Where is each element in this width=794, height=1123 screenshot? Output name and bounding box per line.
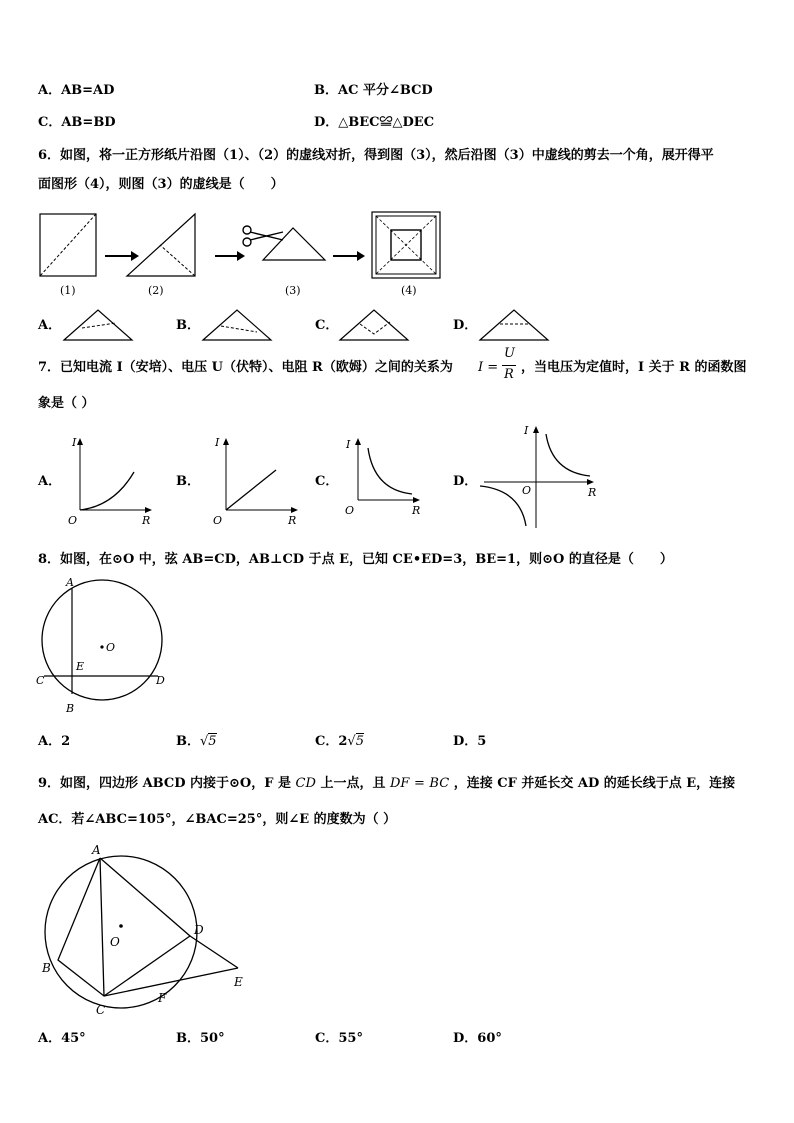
q7-graph-d-axis-i: I <box>524 424 529 437</box>
q9-label-d: D <box>194 923 204 937</box>
q9-stem-post: ，连接 CF 并延长交 AD 的延长线于点 E，连接 <box>453 776 736 791</box>
q5-option-a: A．AB=AD <box>38 83 115 98</box>
q7-graph-a-origin: O <box>68 514 78 527</box>
q7-graph-d <box>480 420 600 530</box>
q9-option-b: B．50° <box>176 1031 225 1046</box>
q8-label-d: D <box>156 674 165 687</box>
q9-circle-o <box>45 856 197 1008</box>
q6-fig1-label: (1) <box>60 284 76 297</box>
q9-arc-df: DF <box>390 776 410 791</box>
q6-fig3-label: (3) <box>285 284 301 297</box>
q9-stem-line1 <box>38 776 735 792</box>
q7-graph-d-axis-r: R <box>588 486 597 499</box>
q6-option-d: D． <box>453 318 478 333</box>
q7-formula-denominator: R <box>504 367 514 382</box>
q9-label-f: F <box>158 991 167 1005</box>
q8-option-c-radicand: 5 <box>355 734 364 749</box>
sqrt-icon: √ <box>200 734 209 749</box>
q6-fig4-label: (4) <box>401 284 417 297</box>
q5-option-d: D．△BEC≌△DEC <box>314 115 435 130</box>
q6-fig2-triangle <box>127 214 195 276</box>
q7-formula <box>478 346 518 386</box>
q7-graph-b-axis-r: R <box>288 514 297 527</box>
q7-formula-bar <box>502 365 516 366</box>
q8-option-d: D．5 <box>453 734 487 749</box>
q7-graph-b <box>210 434 310 529</box>
q7-option-d: D． <box>453 474 478 489</box>
q7-option-c: C． <box>315 474 339 489</box>
q7-stem-line1-post: ，当电压为定值时，I 关于 R 的函数图 <box>521 360 747 375</box>
q9-label-a: A <box>92 843 101 857</box>
q8-option-c-prefix: C．2 <box>315 734 348 749</box>
q9-label-o: O <box>110 935 120 949</box>
q9-equals: = <box>413 776 425 791</box>
q8-label-o: O <box>106 641 116 654</box>
q5-option-c: C．AB=BD <box>38 115 116 130</box>
q8-option-b <box>176 734 217 750</box>
q6-option-a: A． <box>38 318 62 333</box>
q9-label-b: B <box>42 961 51 975</box>
q7-graph-a-axis-r: R <box>142 514 151 527</box>
q6-option-d-figure <box>478 306 554 342</box>
q7-graph-b-axis-i: I <box>215 436 220 449</box>
scissors-icon <box>243 226 283 246</box>
q9-center-o <box>119 924 123 928</box>
q6-option-b-figure <box>201 306 277 342</box>
q7-option-a: A． <box>38 474 62 489</box>
q9-line-de <box>190 936 238 968</box>
q7-graph-c-axis-r: R <box>412 504 421 517</box>
q9-quad-abcd <box>58 858 190 996</box>
q9-circle-figure <box>36 840 266 1030</box>
q8-circle-o <box>42 580 162 700</box>
q6-option-c-figure <box>338 306 414 342</box>
q9-label-c: C <box>96 1003 106 1017</box>
q7-graph-c-origin: O <box>345 504 355 517</box>
q7-formula-numerator: U <box>504 346 515 361</box>
q7-graph-b-origin: O <box>213 514 223 527</box>
q9-line-ac <box>100 858 104 996</box>
q6-stem-line1: 6．如图，将一正方形纸片沿图（1）、（2）的虚线对折，得到图（3），然后沿图（3）中虚线的剪去一个角，展开得平 <box>38 148 714 163</box>
q8-label-c: C <box>36 674 45 687</box>
q8-stem: 8．如图，在⊙O 中，弦 AB=CD，AB⊥CD 于点 E，已知 CE•ED=3，BE=1，则⊙O 的直径是（ ） <box>38 552 673 567</box>
q7-formula-lhs: I = <box>478 360 499 375</box>
q9-option-d: D．60° <box>453 1031 502 1046</box>
q7-graph-a-axis-i: I <box>72 436 77 449</box>
q7-stem-line1-pre: 7．已知电流 I（安培）、电压 U（伏特）、电阻 R（欧姆）之间的关系为 <box>38 360 453 375</box>
q9-option-a: A．45° <box>38 1031 86 1046</box>
q9-label-e: E <box>234 975 243 989</box>
q9-stem-pre: 9．如图，四边形 ABCD 内接于⊙O，F 是 <box>38 776 292 791</box>
q8-center-o <box>100 645 103 648</box>
q6-option-c: C． <box>315 318 339 333</box>
q8-label-b: B <box>66 702 75 715</box>
q9-option-c: C．55° <box>315 1031 363 1046</box>
q6-option-b: B． <box>176 318 200 333</box>
q8-option-b-radicand: 5 <box>208 734 217 749</box>
q7-stem-line2: 象是（ ） <box>38 396 95 411</box>
q7-graph-a <box>64 434 164 529</box>
q7-graph-c <box>342 434 442 529</box>
q7-graph-c-axis-i: I <box>346 438 351 451</box>
q6-fig3-triangle <box>263 228 325 260</box>
sqrt-icon: √ <box>347 734 356 749</box>
q8-label-a: A <box>66 576 74 589</box>
q9-stem-line2: AC．若∠ABC=105°，∠BAC=25°，则∠E 的度数为（ ） <box>38 812 397 827</box>
q8-circle-figure <box>32 576 172 716</box>
q6-stem-line2: 面图形（4），则图（3）的虚线是（ ） <box>38 177 284 192</box>
q5-option-b: B．AC 平分∠BCD <box>314 83 433 98</box>
q6-option-a-figure <box>62 306 138 342</box>
q9-arc-cd: CD <box>295 776 316 791</box>
q7-option-b: B． <box>176 474 200 489</box>
q8-option-c <box>315 734 364 750</box>
q8-option-a: A．2 <box>38 734 71 749</box>
q8-label-e: E <box>76 660 85 673</box>
q9-arc-bc: BC <box>429 776 450 791</box>
q8-option-b-prefix: B． <box>176 734 200 749</box>
q6-folding-figure <box>35 208 475 298</box>
q9-stem-mid: 上一点，且 <box>320 776 386 791</box>
q6-fig2-label: (2) <box>148 284 164 297</box>
q7-graph-d-origin: O <box>522 484 532 497</box>
